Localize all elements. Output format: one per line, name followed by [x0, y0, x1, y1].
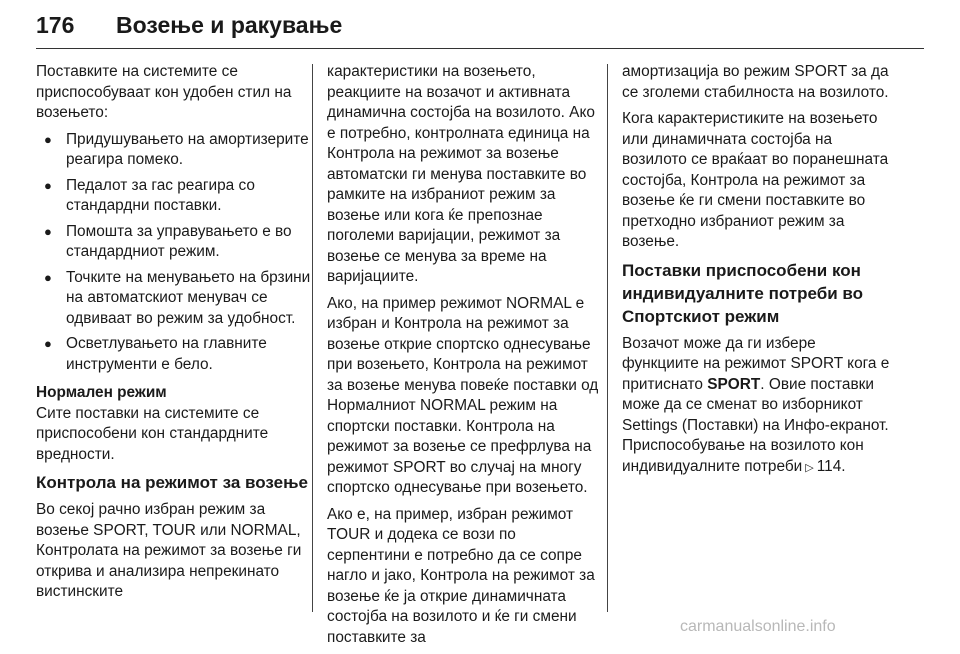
- sport-mode-settings-heading: Поставки приспособени кон индивидуалните потреби во Спортскиот режим: [622, 260, 864, 326]
- intro-paragraph: Поставките на системите се приспособуваат кон удобен стил на возењето:: [36, 63, 292, 121]
- paragraph: Ако, на пример режимот NORMAL е избран и Контрола на режимот за возење открие спортско однесување при возењето, Контрола на режимот за возење менува повеќе поставки од Нормалниот NORMAL режим на спортски поставки. Контрола на режимот за возење се префрлува на режимот SPORT во случај на многу спортско однесување при возењето.: [327, 294, 599, 496]
- text-run: Возачот може да ги избере функциите на режимот SPORT кога е притиснато: [622, 334, 890, 393]
- bullet-item: ● Педалот за гас реагира со стандардни поставки.: [36, 176, 311, 217]
- bullet-item: ● Помошта за управувањето е во стандардниот режим.: [36, 222, 311, 263]
- bullet-item: ● Осветлувањето на главните инструменти е бело.: [36, 334, 311, 375]
- page-header: [36, 8, 924, 48]
- column-divider: [312, 64, 313, 612]
- paragraph: Ако е, на пример, избран режимот TOUR и додека се вози по серпентини е потребно да се сопре нагло и јако, Контрола на режимот за возење ќе ја открие динамичната состојба на возилото и ќе ги смени поставките за: [327, 505, 595, 646]
- sport-button-label: SPORT: [707, 375, 761, 393]
- normal-mode-heading: Нормален режим: [36, 384, 167, 401]
- column-divider: [607, 64, 608, 612]
- page-reference[interactable]: 114.: [816, 457, 846, 475]
- drive-mode-control-heading: Контрола на режимот за возење: [36, 473, 308, 492]
- paragraph: амортизација во режим SPORT за да се зголеми стабилноста на возилото.: [622, 63, 889, 101]
- chapter-title: Возење и ракување: [116, 12, 343, 38]
- drive-mode-control-text: Во секој рачно избран режим за возење SPORT, TOUR или NORMAL, Контролата на режимот за возење ги открива и анализира непрекинато вистинските: [36, 501, 302, 600]
- normal-mode-text: Сите поставки на системите се приспособени кон стандардните вредности.: [36, 404, 269, 463]
- column-1: [36, 62, 311, 609]
- header-rule: [36, 48, 924, 49]
- bullet-item: ● Точките на менувањето на брзини на автоматскиот менувач се одвиваат во режим за удобност.: [36, 268, 311, 330]
- watermark: carmanualsonline.info: [680, 618, 836, 635]
- comfort-bullet-list: [36, 130, 311, 376]
- sport-mode-paragraph: [622, 334, 892, 479]
- page-number: 176: [36, 12, 75, 38]
- bullet-item: ● Придушувањето на амортизерите реагира помеко.: [36, 130, 311, 171]
- text-run: . Овие поставки може да се сменат во изборникот Settings (Поставки) на Инфо-екранот. Приспособување на возилото кон индивидуалните потреби: [622, 375, 889, 475]
- paragraph: карактеристики на возењето, реакциите на возачот и активната динамична состојба на возилото. Ако е потребно, контролната единица на Контрола на режимот за возење автоматски ги менува поставките во рамките на избраниот режим за возење или кога ќе препознае поголеми варијации, режимот за возење се менува за време на варијациите.: [327, 63, 595, 285]
- column-3: [622, 62, 892, 484]
- page-reference-arrow-icon: ▷: [805, 461, 814, 474]
- paragraph: Кога карактеристиките на возењето или динамичната состојба на возилото се враќаат во поранешната состојба, Контрола на режимот за возење ќе ги смени поставките во претходно избраниот режим за возење.: [622, 110, 889, 250]
- column-2: [327, 62, 602, 654]
